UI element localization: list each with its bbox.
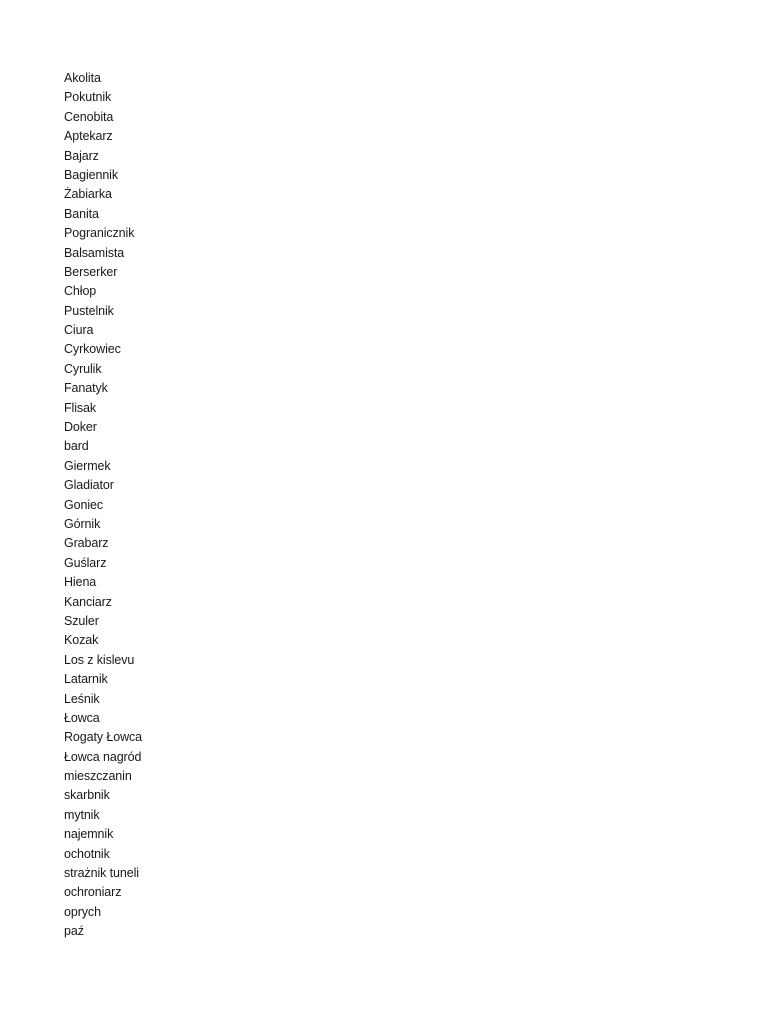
list-item: Ciura — [64, 323, 94, 338]
list-item: Guślarz — [64, 555, 107, 570]
list-item: ochotnik — [64, 846, 110, 861]
list-item: Pokutnik — [64, 90, 112, 105]
list-item: Kanciarz — [64, 594, 112, 609]
list-item: Flisak — [64, 400, 97, 415]
list-item: Pogranicznik — [64, 226, 135, 241]
list-item: Żabiarka — [64, 187, 112, 202]
list-item: Los z kislevu — [64, 652, 135, 667]
list-item: Balsamista — [64, 245, 125, 260]
list-item: Leśnik — [64, 691, 100, 706]
list-item: Berserker — [64, 264, 118, 279]
list-item: bard — [64, 439, 89, 454]
list-item: Pustelnik — [64, 303, 114, 318]
list-item: skarbnik — [64, 788, 110, 803]
list-item: mytnik — [64, 807, 100, 822]
word-list — [64, 69, 142, 942]
list-item: Aptekarz — [64, 129, 113, 144]
list-item: Banita — [64, 206, 99, 221]
list-item: Fanatyk — [64, 381, 108, 396]
list-item: strażnik tuneli — [64, 866, 139, 881]
list-item: Górnik — [64, 516, 101, 531]
list-item: najemnik — [64, 827, 114, 842]
list-item: Cyrkowiec — [64, 342, 121, 357]
list-item: Hiena — [64, 575, 97, 590]
list-item: Łowca — [64, 710, 100, 725]
list-item: Akolita — [64, 71, 101, 85]
list-item: Goniec — [64, 497, 104, 512]
list-item: Cenobita — [64, 109, 114, 124]
list-item: Bajarz — [64, 148, 99, 163]
list-item: paź — [64, 924, 84, 939]
list-item: Doker — [64, 420, 97, 435]
list-item: Chłop — [64, 284, 97, 299]
list-item: ochroniarz — [64, 885, 122, 900]
list-item: Gladiator — [64, 478, 114, 493]
list-item: Szuler — [64, 613, 99, 628]
list-item: Cyrulik — [64, 361, 102, 376]
list-item: Grabarz — [64, 536, 109, 551]
list-item: oprych — [64, 904, 101, 919]
list-item: Kozak — [64, 633, 99, 648]
list-item: Giermek — [64, 458, 111, 473]
list-item: Łowca nagród — [64, 749, 142, 764]
list-item: mieszczanin — [64, 769, 132, 784]
list-item: Latarnik — [64, 672, 108, 687]
list-item: Bagiennik — [64, 167, 119, 182]
list-item: Rogaty Łowca — [64, 730, 143, 745]
